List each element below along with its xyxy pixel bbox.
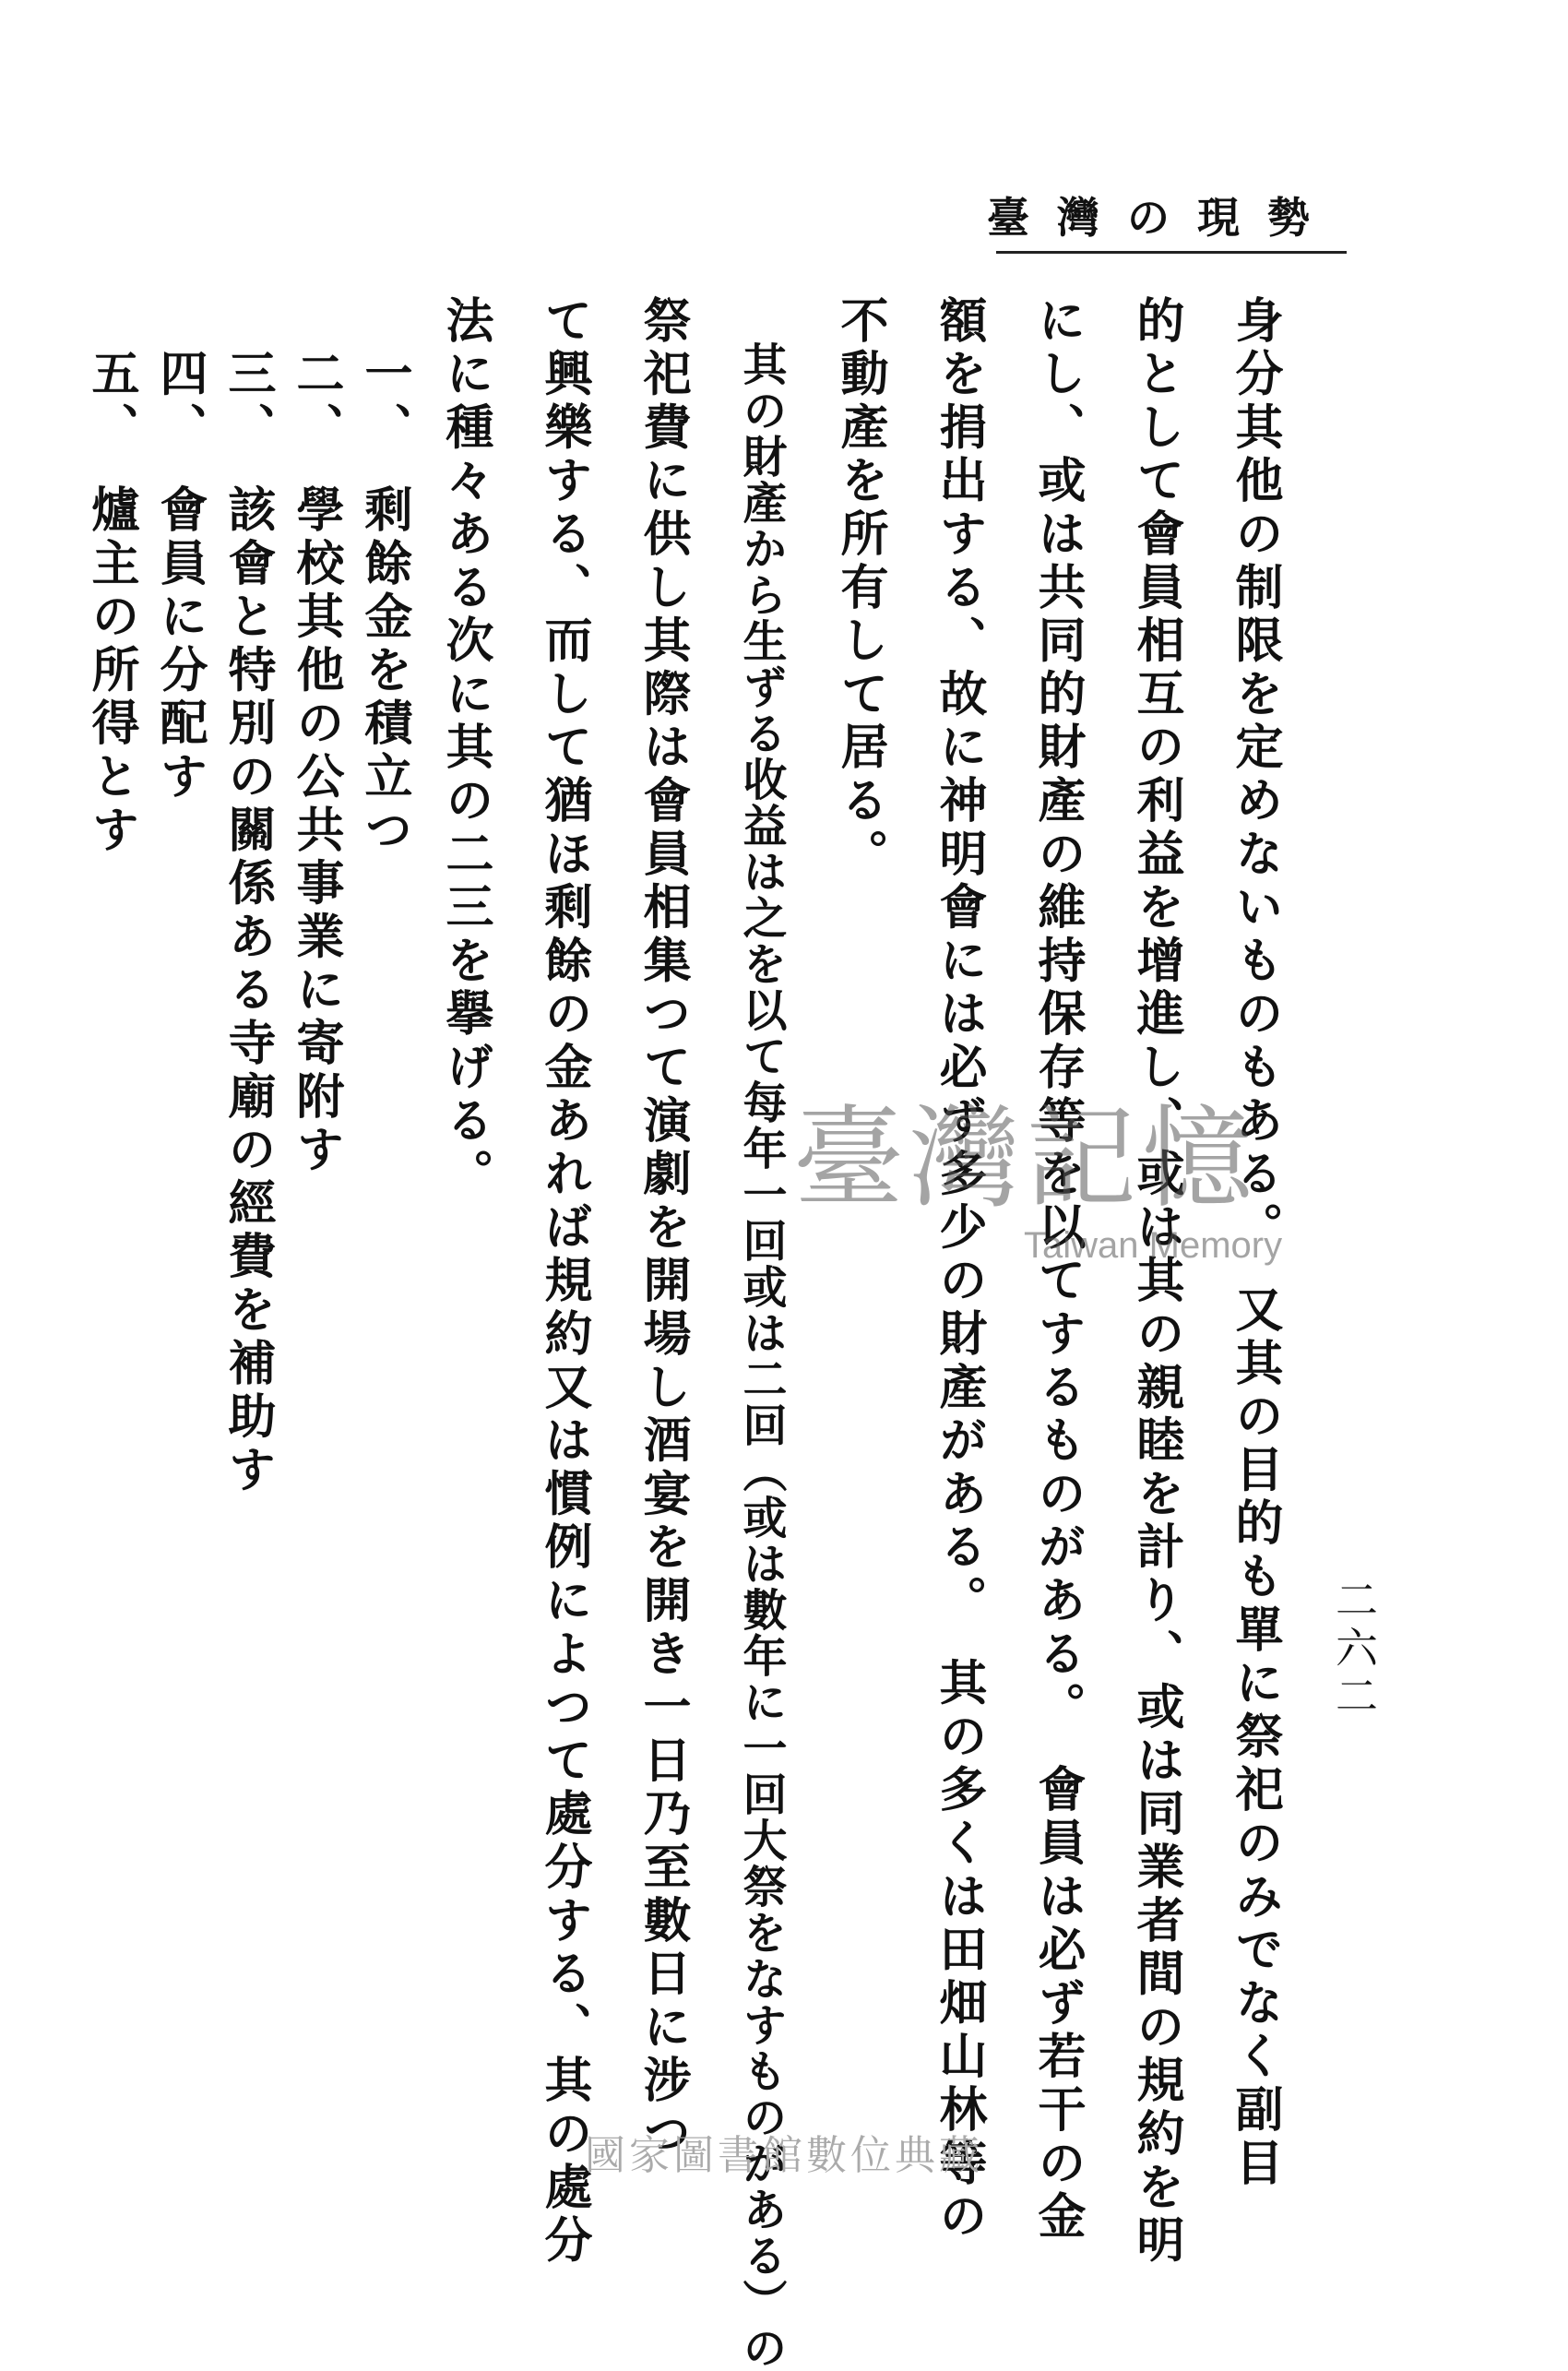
archive-footer: 國家圖書館數位典藏 <box>585 2132 983 2179</box>
list-item: 一、 剩餘金を積立つ <box>356 295 412 858</box>
watermark-subtext: Taiwan Memory <box>1024 1225 1283 1266</box>
text-column: にし、或は共同的財產の維持保存等を以てするものがある。 會員は必ず若干の金 <box>1029 295 1086 2245</box>
text-column: て興樂する、而して猶ほ剩餘の金あれば規約又は慣例によつて處分する、其の處分 <box>536 295 592 2269</box>
text-column: 額を捐出する、故に神明會には必ず多少の財產がある。 其の多くは田畑山林等の <box>931 295 987 2245</box>
text-column: 不動產を所有して居る。 <box>832 295 888 882</box>
text-column: 身分其他の制限を定めないものもある。 又其の目的も單に祭祀のみでなく副目 <box>1227 295 1283 2191</box>
text-column: 其の財產から生ずる收益は之を以て每年一回或は二回（或は數年に一回大祭をなすものがある）の <box>735 295 787 2371</box>
list-item: 四、 會員に分配す <box>151 295 208 804</box>
text-column: 法に種々ある次に其の二三を擧げる。 <box>437 295 493 1202</box>
list-item: 五、 爐主の所得とす <box>83 295 139 858</box>
text-column: 祭祀費に供し其際は會員相集つて演劇を開場し酒宴を開き一日乃至數日に涉つ <box>635 295 691 2162</box>
text-column: 的として會員相互の利益を增進し、或は其の親睦を計り、或は同業者間の規約を明 <box>1128 295 1184 2269</box>
list-item: 二、 學校其他の公共事業に寄附す <box>288 295 344 1178</box>
list-item: 三、 該會と特別の關係ある寺廟の經費を補助す <box>220 295 276 1498</box>
watermark-logo: 臺灣記憶 <box>793 1095 1258 1223</box>
page-number: 二六二 <box>1329 1578 1379 1722</box>
header-rule <box>996 251 1347 254</box>
running-header-title: 臺灣の現勢 <box>987 193 1337 243</box>
